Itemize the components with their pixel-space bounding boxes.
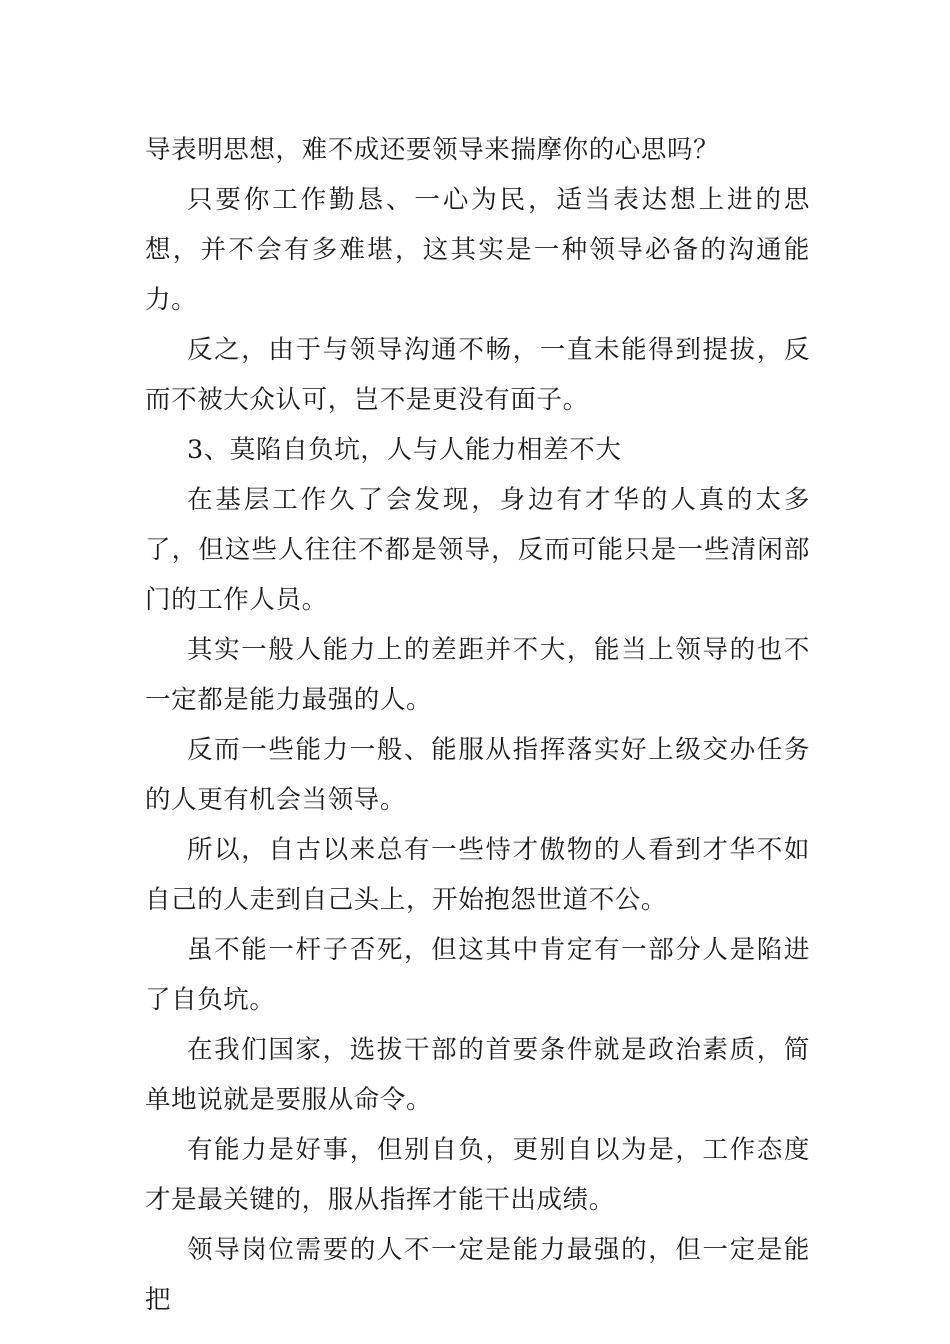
paragraph-1: 导表明思想，难不成还要领导来揣摩你的心思吗？ bbox=[145, 135, 720, 165]
paragraph-12: 领导岗位需要的人不一定是能力最强的，但一定是能把 bbox=[145, 1235, 810, 1315]
paragraph-10: 在我们国家，选拔干部的首要条件就是政治素质，简单地说就是要服从命令。 bbox=[145, 1035, 810, 1115]
paragraph-9: 虽不能一杆子否死，但这其中肯定有一部分人是陷进了自负坑。 bbox=[145, 935, 810, 1015]
paragraph-6: 其实一般人能力上的差距并不大，能当上领导的也不一定都是能力最强的人。 bbox=[145, 635, 810, 715]
paragraph-2: 只要你工作勤恳、一心为民，适当表达想上进的思想，并不会有多难堪，这其实是一种领导必备的沟通能力。 bbox=[145, 185, 810, 315]
paragraph-5: 在基层工作久了会发现，身边有才华的人真的太多了，但这些人往往不都是领导，反而可能只是一些清闲部门的工作人员。 bbox=[145, 485, 810, 615]
paragraph-7: 反而一些能力一般、能服从指挥落实好上级交办任务的人更有机会当领导。 bbox=[145, 735, 810, 815]
paragraph-8: 所以，自古以来总有一些恃才傲物的人看到才华不如自己的人走到自己头上，开始抱怨世道不公。 bbox=[145, 835, 810, 915]
paragraph-11: 有能力是好事，但别自负，更别自以为是，工作态度才是最关键的，服从指挥才能干出成绩。 bbox=[145, 1135, 810, 1215]
document-body bbox=[145, 125, 810, 1325]
paragraph-3: 反之，由于与领导沟通不畅，一直未能得到提拔，反而不被大众认可，岂不是更没有面子。 bbox=[145, 335, 810, 415]
section-heading-3: 3、莫陷自负坑，人与人能力相差不大 bbox=[187, 435, 622, 465]
